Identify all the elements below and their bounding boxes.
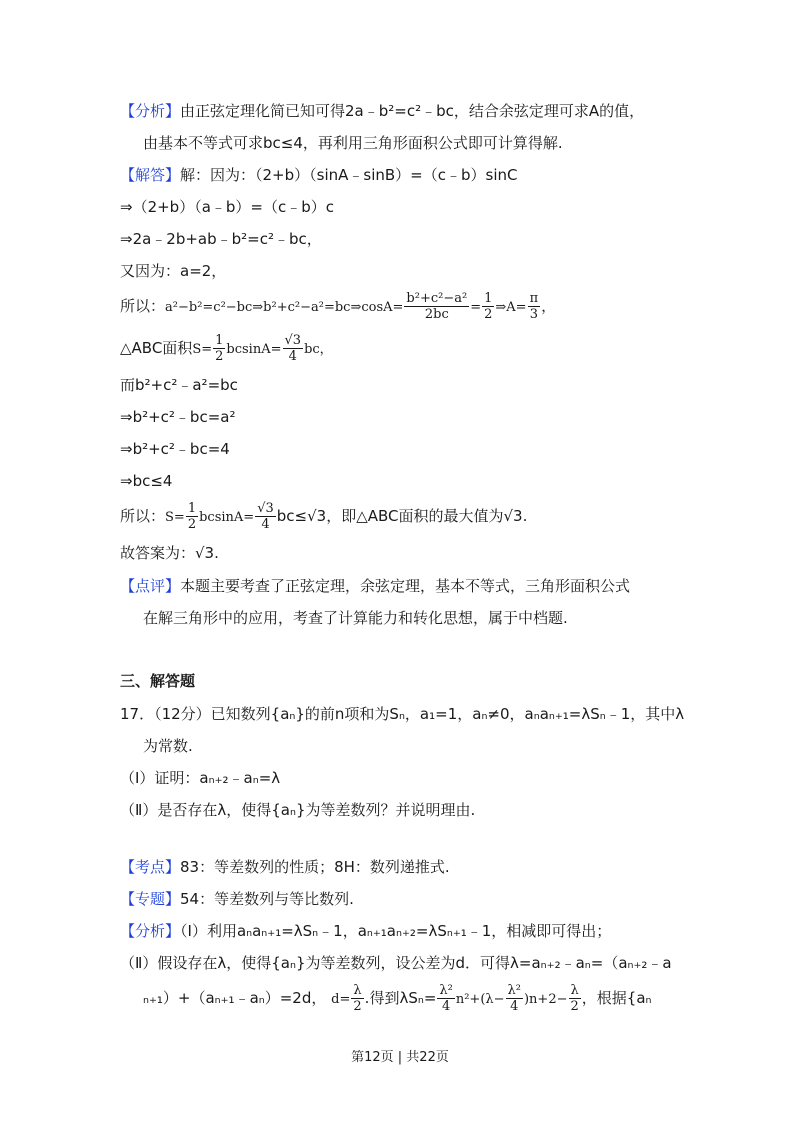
formula-text: bc， <box>304 342 333 357</box>
solution-line-10: ⇒bc≤4 <box>120 472 173 490</box>
analysis-2-line-3 <box>143 982 652 1016</box>
fraction-numerator: 1 <box>187 501 197 516</box>
formula-text: ， <box>541 297 557 315</box>
fraction-denominator: 4 <box>288 349 297 364</box>
formula-text: ⇒A= <box>495 300 527 315</box>
solution-line-1 <box>120 164 517 186</box>
formula-text: a²−b²=c²−bc⇒b²+c²−a²=bc⇒cosA= <box>165 300 404 315</box>
line-prefix: 所以： <box>120 507 166 525</box>
fraction <box>506 983 523 1014</box>
formula-text: ₙ₊₁）+（aₙ₊₁﹣aₙ）=2d， <box>143 989 327 1007</box>
solution-text: 解：因为：（2+b）（sinA﹣sinB）=（c﹣b）sinC <box>180 166 518 184</box>
solution-line-11 <box>120 500 527 534</box>
line-prefix: 所以： <box>120 297 166 315</box>
solution-line-9: ⇒b²+c²﹣bc=4 <box>120 440 230 458</box>
fraction-numerator: √3 <box>257 501 274 516</box>
fraction-numerator: λ <box>569 983 581 999</box>
answer-line: 故答案为：√3. <box>120 544 219 562</box>
fraction-numerator: λ² <box>507 983 521 998</box>
fraction-numerator: b²+c²−a² <box>406 291 468 306</box>
fraction-denominator: 3 <box>529 307 538 322</box>
line-prefix: △ABC面积 <box>120 339 193 357</box>
fraction-denominator: 4 <box>261 517 270 532</box>
analysis-tag: 【分析】 <box>120 102 181 120</box>
formula-text: )n+2− <box>523 992 568 1007</box>
comment-line-1 <box>120 575 630 597</box>
fraction-denominator: 2bc <box>424 307 449 322</box>
problem-17-part-1: （Ⅰ）证明：aₙ₊₂﹣aₙ=λ <box>120 769 281 787</box>
key-point-line <box>120 856 450 878</box>
problem-17-line-2: 为常数. <box>143 737 193 755</box>
topic-tag: 【专题】 <box>120 890 181 908</box>
fraction-numerator: √3 <box>284 333 302 348</box>
fraction <box>528 291 541 322</box>
comment-line-2: 在解三角形中的应用，考查了计算能力和转化思想，属于中档题. <box>143 609 568 627</box>
analysis-text: 由正弦定理化简已知可得2a﹣b²=c²﹣bc，结合余弦定理可求A的值， <box>180 102 645 120</box>
problem-17-part-2: （Ⅱ）是否存在λ，使得{aₙ}为等差数列？并说明理由. <box>120 801 476 819</box>
solution-line-4: 又因为：a=2， <box>120 262 227 280</box>
fraction-numerator: π <box>529 291 539 306</box>
formula-text: S= <box>165 510 185 525</box>
formula-text: = <box>470 300 482 315</box>
solution-line-3: ⇒2a﹣2b+ab﹣b²=c²﹣bc， <box>120 230 322 248</box>
solution-tag: 【解答】 <box>120 166 181 184</box>
formula-text: .得到λSₙ= <box>364 989 437 1007</box>
topic-text: 54：等差数列与等比数列. <box>180 890 354 908</box>
fraction <box>404 291 469 322</box>
solution-line-8: ⇒b²+c²﹣bc=a² <box>120 408 236 426</box>
fraction-numerator: λ² <box>439 983 453 998</box>
solution-line-7: 而b²+c²﹣a²=bc <box>120 376 238 394</box>
section-heading: 三、解答题 <box>120 672 196 690</box>
fraction-numerator: 1 <box>215 333 224 348</box>
fraction-numerator: λ <box>351 983 363 999</box>
analysis-2-line-1 <box>120 920 611 942</box>
comment-text: 本题主要考查了正弦定理，余弦定理，基本不等式，三角形面积公式 <box>180 577 631 595</box>
formula-text: d= <box>331 992 351 1007</box>
analysis-line-2: 由基本不等式可求bc≤4，再利用三角形面积公式即可计算得解. <box>143 134 563 152</box>
formula-text: ，根据{aₙ <box>581 989 652 1007</box>
fraction-denominator: 2 <box>215 349 224 364</box>
key-point-tag: 【考点】 <box>120 858 181 876</box>
formula-text: bcsinA= <box>226 342 282 357</box>
fraction <box>482 291 494 322</box>
fraction-denominator: 2 <box>570 999 579 1014</box>
fraction <box>351 983 363 1014</box>
analysis-2-text: （Ⅰ）利用aₙaₙ₊₁=λSₙ﹣1，aₙ₊₁aₙ₊₂=λSₙ₊₁﹣1，相减即可得出； <box>180 922 612 940</box>
fraction <box>186 501 198 532</box>
analysis-2-line-2: （Ⅱ）假设存在λ，使得{aₙ}为等差数列，设公差为d．可得λ=aₙ₊₂﹣aₙ=（aₙ₊₂﹣a <box>120 954 672 972</box>
solution-line-2: ⇒（2+b）（a﹣b）=（c﹣b）c <box>120 198 334 216</box>
comment-tag: 【点评】 <box>120 577 181 595</box>
fraction <box>569 983 581 1014</box>
fraction <box>283 333 304 364</box>
fraction <box>213 333 225 364</box>
formula-text: bcsinA= <box>199 510 255 525</box>
fraction <box>437 983 454 1014</box>
problem-17-line-1: 17．（12分）已知数列{aₙ}的前n项和为Sₙ，a₁=1，aₙ≠0，aₙaₙ₊₁=λSₙ﹣1，其中λ <box>120 705 685 723</box>
fraction-denominator: 2 <box>187 517 197 532</box>
fraction-denominator: 4 <box>510 999 519 1014</box>
analysis-2-tag: 【分析】 <box>120 922 181 940</box>
fraction-numerator: 1 <box>484 291 493 306</box>
formula-text: bc≤√3，即△ABC面积的最大值为√3. <box>276 507 528 525</box>
formula-text: S= <box>192 342 213 357</box>
page-footer: 第12页 | 共22页 <box>351 1050 449 1065</box>
solution-line-5 <box>120 290 556 324</box>
solution-line-6 <box>120 332 333 366</box>
fraction <box>255 501 276 532</box>
key-point-text: 83：等差数列的性质；8H：数列递推式. <box>180 858 450 876</box>
formula-text: n²+(λ− <box>455 992 505 1007</box>
fraction-denominator: 2 <box>353 999 362 1014</box>
analysis-line-1 <box>120 100 644 122</box>
fraction-denominator: 2 <box>484 307 493 322</box>
fraction-denominator: 4 <box>441 999 451 1014</box>
topic-line <box>120 888 354 910</box>
